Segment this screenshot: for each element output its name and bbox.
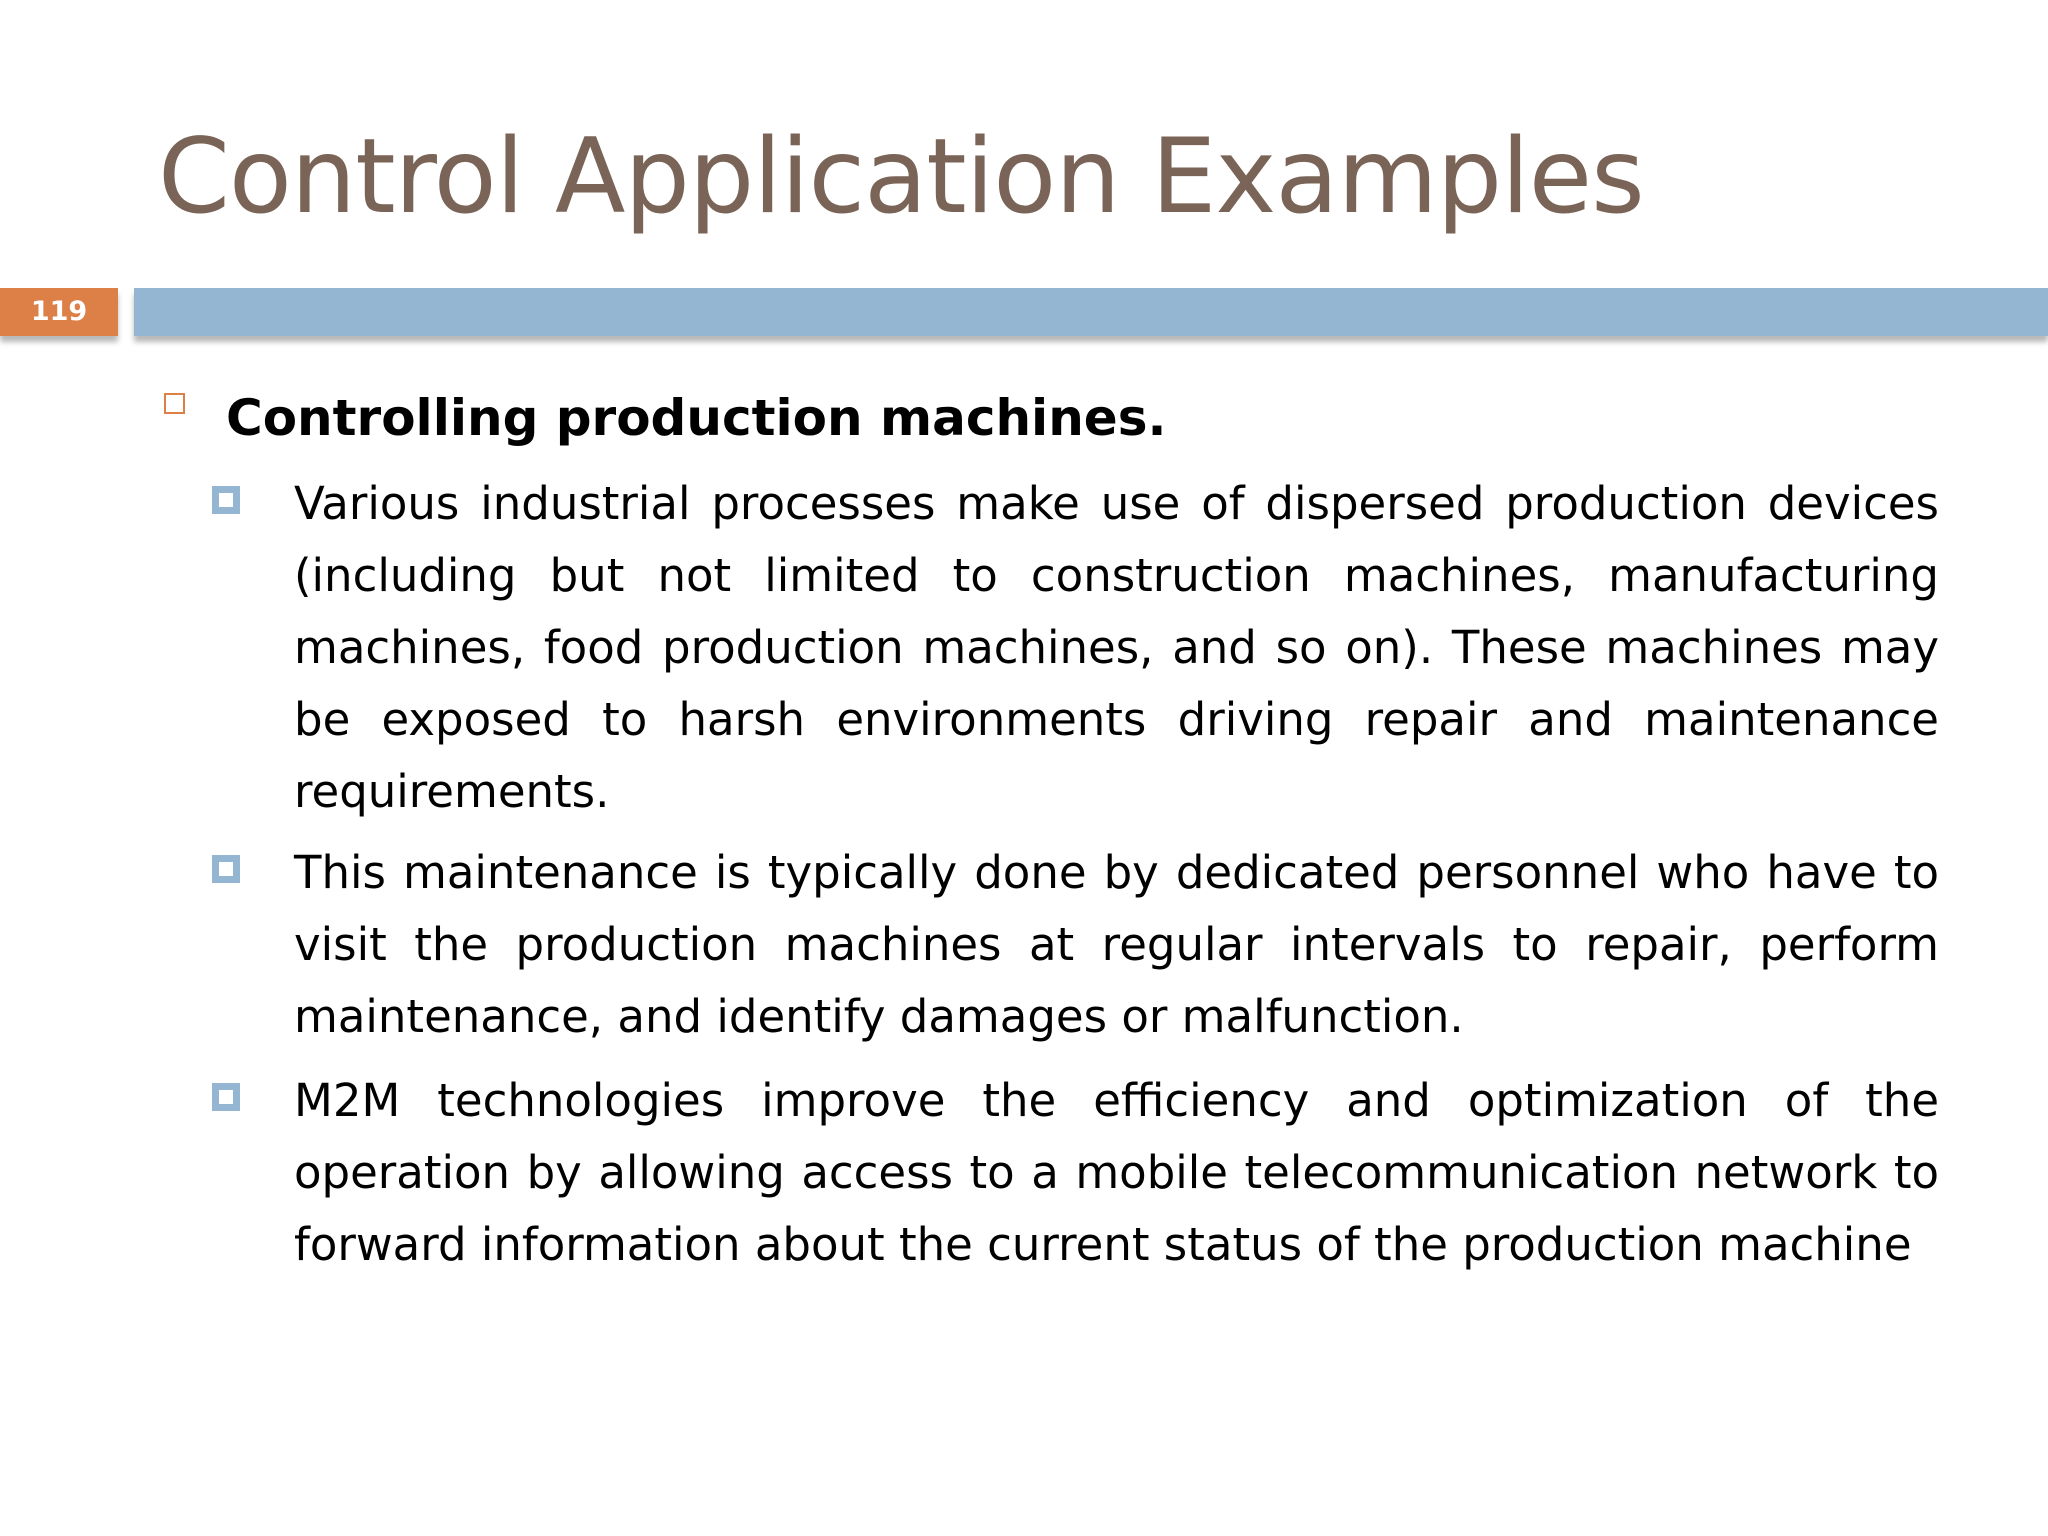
square-bullet-icon	[212, 486, 240, 514]
hollow-square-icon	[164, 393, 185, 414]
bullet-item: Various industrial processes make use of dispersed production devices (including but not limited to construction machines, manufacturing machines, food production machines, and so on). These machines may be exposed to harsh environments driving repair and maintenance requirements.	[294, 477, 1939, 818]
slide-title: Control Application Examples	[158, 117, 1644, 237]
page-number-badge: 119	[0, 288, 118, 336]
bullet-item: This maintenance is typically done by dedicated personnel who have to visit the production machines at regular intervals to repair, perform maintenance, and identify damages or malfunction.	[294, 846, 1939, 1043]
square-bullet-icon	[212, 855, 240, 883]
content-heading: Controlling production machines.	[226, 389, 1167, 447]
square-bullet-icon	[212, 1083, 240, 1111]
title-divider-bar	[134, 288, 2048, 336]
bullet-item: M2M technologies improve the efficiency and optimization of the operation by allowing access to a mobile telecommunication network to forward information about the current status of the production machine	[294, 1074, 1939, 1271]
